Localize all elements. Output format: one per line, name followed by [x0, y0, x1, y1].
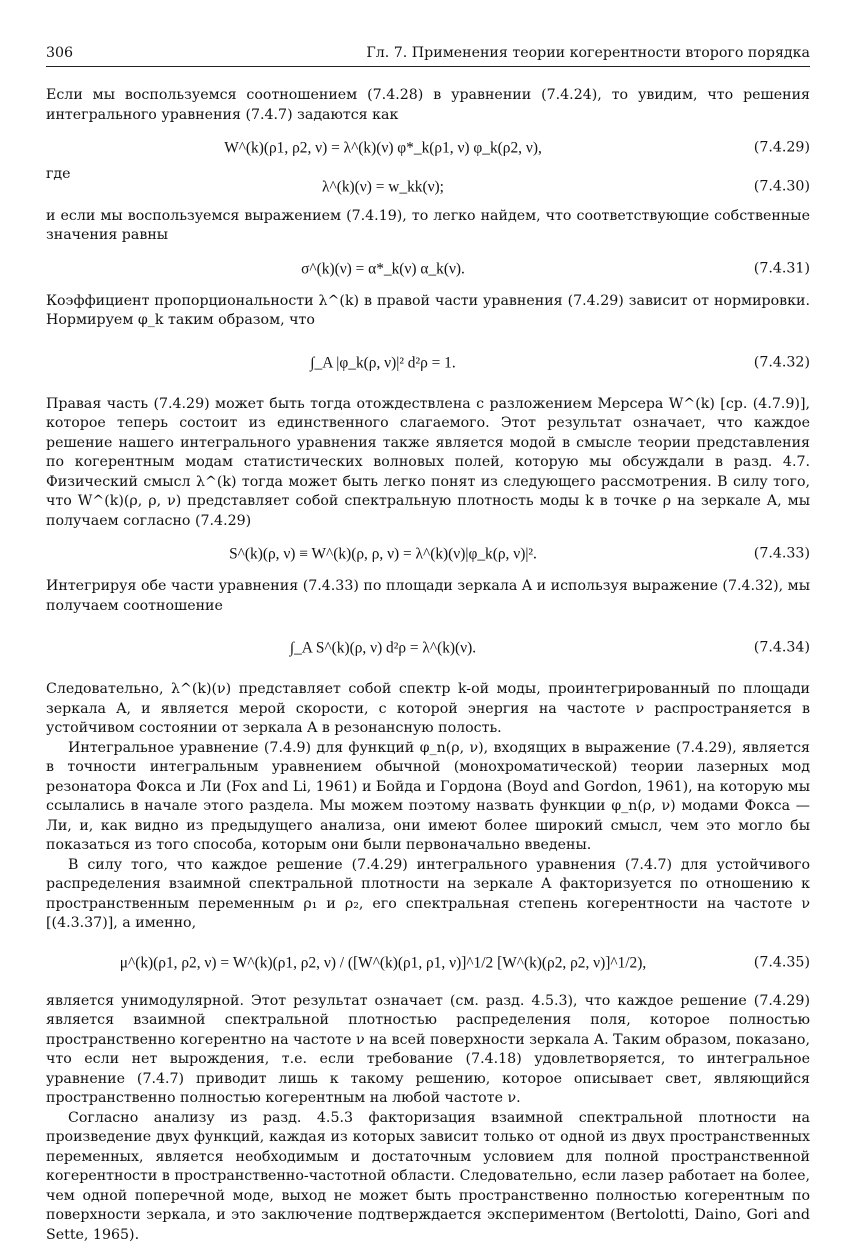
paragraph-11: Согласно анализу из разд. 4.5.3 факторизация взаимной спектральной плотности на произведение двух функций, каждая из которых зависит только от одной из двух пространственных переменных, является необходимым и достаточным условием для полной пространственной когерентности в пространственно-частотной области. Следовательно, если лазер работает на более, чем одной поперечной моде, выход не может быть пространственно полностью когерентным по поверхности зеркала, и это заключение подтверждается экспериментом (Bertolotti, Daino, Gori and Sette, 1965). [46, 1109, 810, 1245]
equation-formula: μ^(k)(ρ1, ρ2, ν) = W^(k)(ρ1, ρ2, ν) / ([W^(k)(ρ1, ρ1, ν)]^1/2 [W^(k)(ρ2, ρ2, ν)]^1/2), [46, 953, 720, 973]
paragraph-2: где [46, 165, 810, 185]
equation-number: (7.4.31) [754, 259, 810, 279]
equation-number: (7.4.33) [754, 544, 810, 564]
equation-7-4-29 [46, 129, 810, 167]
equation-7-4-35 [46, 938, 810, 988]
paragraph-8: Интегральное уравнение (7.4.9) для функций φ_n(ρ, ν), входящих в выражение (7.4.29), является в точности интегральным уравнением обычной (монохроматической) теории лазерных мод резонатора Фокса и Ли (Fox and Li, 1961) и Бойда и Гордона (Boyd and Gordon, 1961), на которую мы ссылались в начале этого раздела. Мы можем поэтому назвать функции φ_n(ρ, ν) модами Фокса — Ли, и, как видно из предыдущего анализа, они имеют более широкий смысл, чем это могло бы показаться из того способа, которым они были первоначально введены. [46, 739, 810, 856]
paragraph-1: Если мы воспользуемся соотношением (7.4.28) в уравнении (7.4.24), то увидим, что решения интегрального уравнения (7.4.7) задаются как [46, 86, 810, 125]
paragraph-4: Коэффициент пропорциональности λ^(k) в правой части уравнения (7.4.29) зависит от нормировки. Нормируем φ_k таким образом, что [46, 292, 810, 331]
equation-7-4-30 [46, 171, 810, 203]
paragraph-3: и если мы воспользуемся выражением (7.4.19), то легко найдем, что соответствующие собственные значения равны [46, 207, 810, 246]
equation-number: (7.4.32) [754, 353, 810, 373]
paragraph-7: Следовательно, λ^(k)(ν) представляет собой спектр k-ой моды, проинтегрированный по площади зеркала A, и является мерой скорости, с которой энергия на частоте ν распространяется в устойчивом состоянии от зеркала A в резонансную полость. [46, 680, 810, 739]
equation-number: (7.4.35) [754, 953, 810, 973]
running-header [46, 44, 810, 66]
equation-7-4-31 [46, 250, 810, 288]
running-title: Гл. 7. Применения теории когерентности второго порядка [366, 44, 810, 62]
equation-7-4-33 [46, 535, 810, 573]
page-number: 306 [46, 44, 73, 62]
paragraph-10: является унимодулярной. Этот результат означает (см. разд. 4.5.3), что каждое решение (7.4.29) является взаимной спектральной плотностью распределения поля, которое полностью пространственно когерентно на частоте ν на всей поверхности зеркала A. Таким образом, показано, что если нет вырождения, т.е. если требование (7.4.18) удовлетворяется, то интегральное уравнение (7.4.7) приводит лишь к такому решению, которое описывает свет, являющийся пространственно полностью когерентным на любой частоте ν. [46, 992, 810, 1109]
equation-formula: σ^(k)(ν) = α*_k(ν) α_k(ν). [46, 259, 720, 279]
equation-formula: ∫_A S^(k)(ρ, ν) d²ρ = λ^(k)(ν). [46, 638, 720, 658]
paragraph-5: Правая часть (7.4.29) может быть тогда отождествлена с разложением Мерсера W^(k) [ср. (4.7.9)], которое теперь состоит из единственного слагаемого. Этот результат означает, что каждое решение нашего интегрального уравнения также является модой в смысле теории представления по когерентным модам статистических волновых полей, которую мы обсуждали в разд. 4.7. Физический смысл λ^(k) тогда может быть легко понят из следующего рассмотрения. В силу того, что W^(k)(ρ, ρ, ν) представляет собой спектральную плотность моды k в точке ρ на зеркале A, мы получаем согласно (7.4.29) [46, 395, 810, 532]
equation-formula: W^(k)(ρ1, ρ2, ν) = λ^(k)(ν) φ*_k(ρ1, ν) φ_k(ρ2, ν), [46, 138, 720, 158]
equation-number: (7.4.30) [754, 177, 810, 197]
page-body [46, 86, 810, 1245]
equation-number: (7.4.34) [754, 638, 810, 658]
equation-formula: S^(k)(ρ, ν) ≡ W^(k)(ρ, ρ, ν) = λ^(k)(ν)|φ_k(ρ, ν)|². [46, 544, 720, 564]
paragraph-9: В силу того, что каждое решение (7.4.29) интегрального уравнения (7.4.7) для устойчивого распределения взаимной спектральной плотности на зеркале A факторизуется по отношению к пространственным переменным ρ₁ и ρ₂, его спектральная степень когерентности на частоте ν [(4.3.37)], а именно, [46, 856, 810, 934]
equation-formula: ∫_A |φ_k(ρ, ν)|² d²ρ = 1. [46, 353, 720, 373]
paragraph-6: Интегрируя обе части уравнения (7.4.33) по площади зеркала A и используя выражение (7.4.32), мы получаем соотношение [46, 577, 810, 616]
header-rule [46, 66, 810, 67]
equation-7-4-32 [46, 335, 810, 391]
equation-7-4-34 [46, 620, 810, 676]
equation-formula: λ^(k)(ν) = w_kk(ν); [46, 177, 720, 197]
equation-number: (7.4.29) [754, 138, 810, 158]
